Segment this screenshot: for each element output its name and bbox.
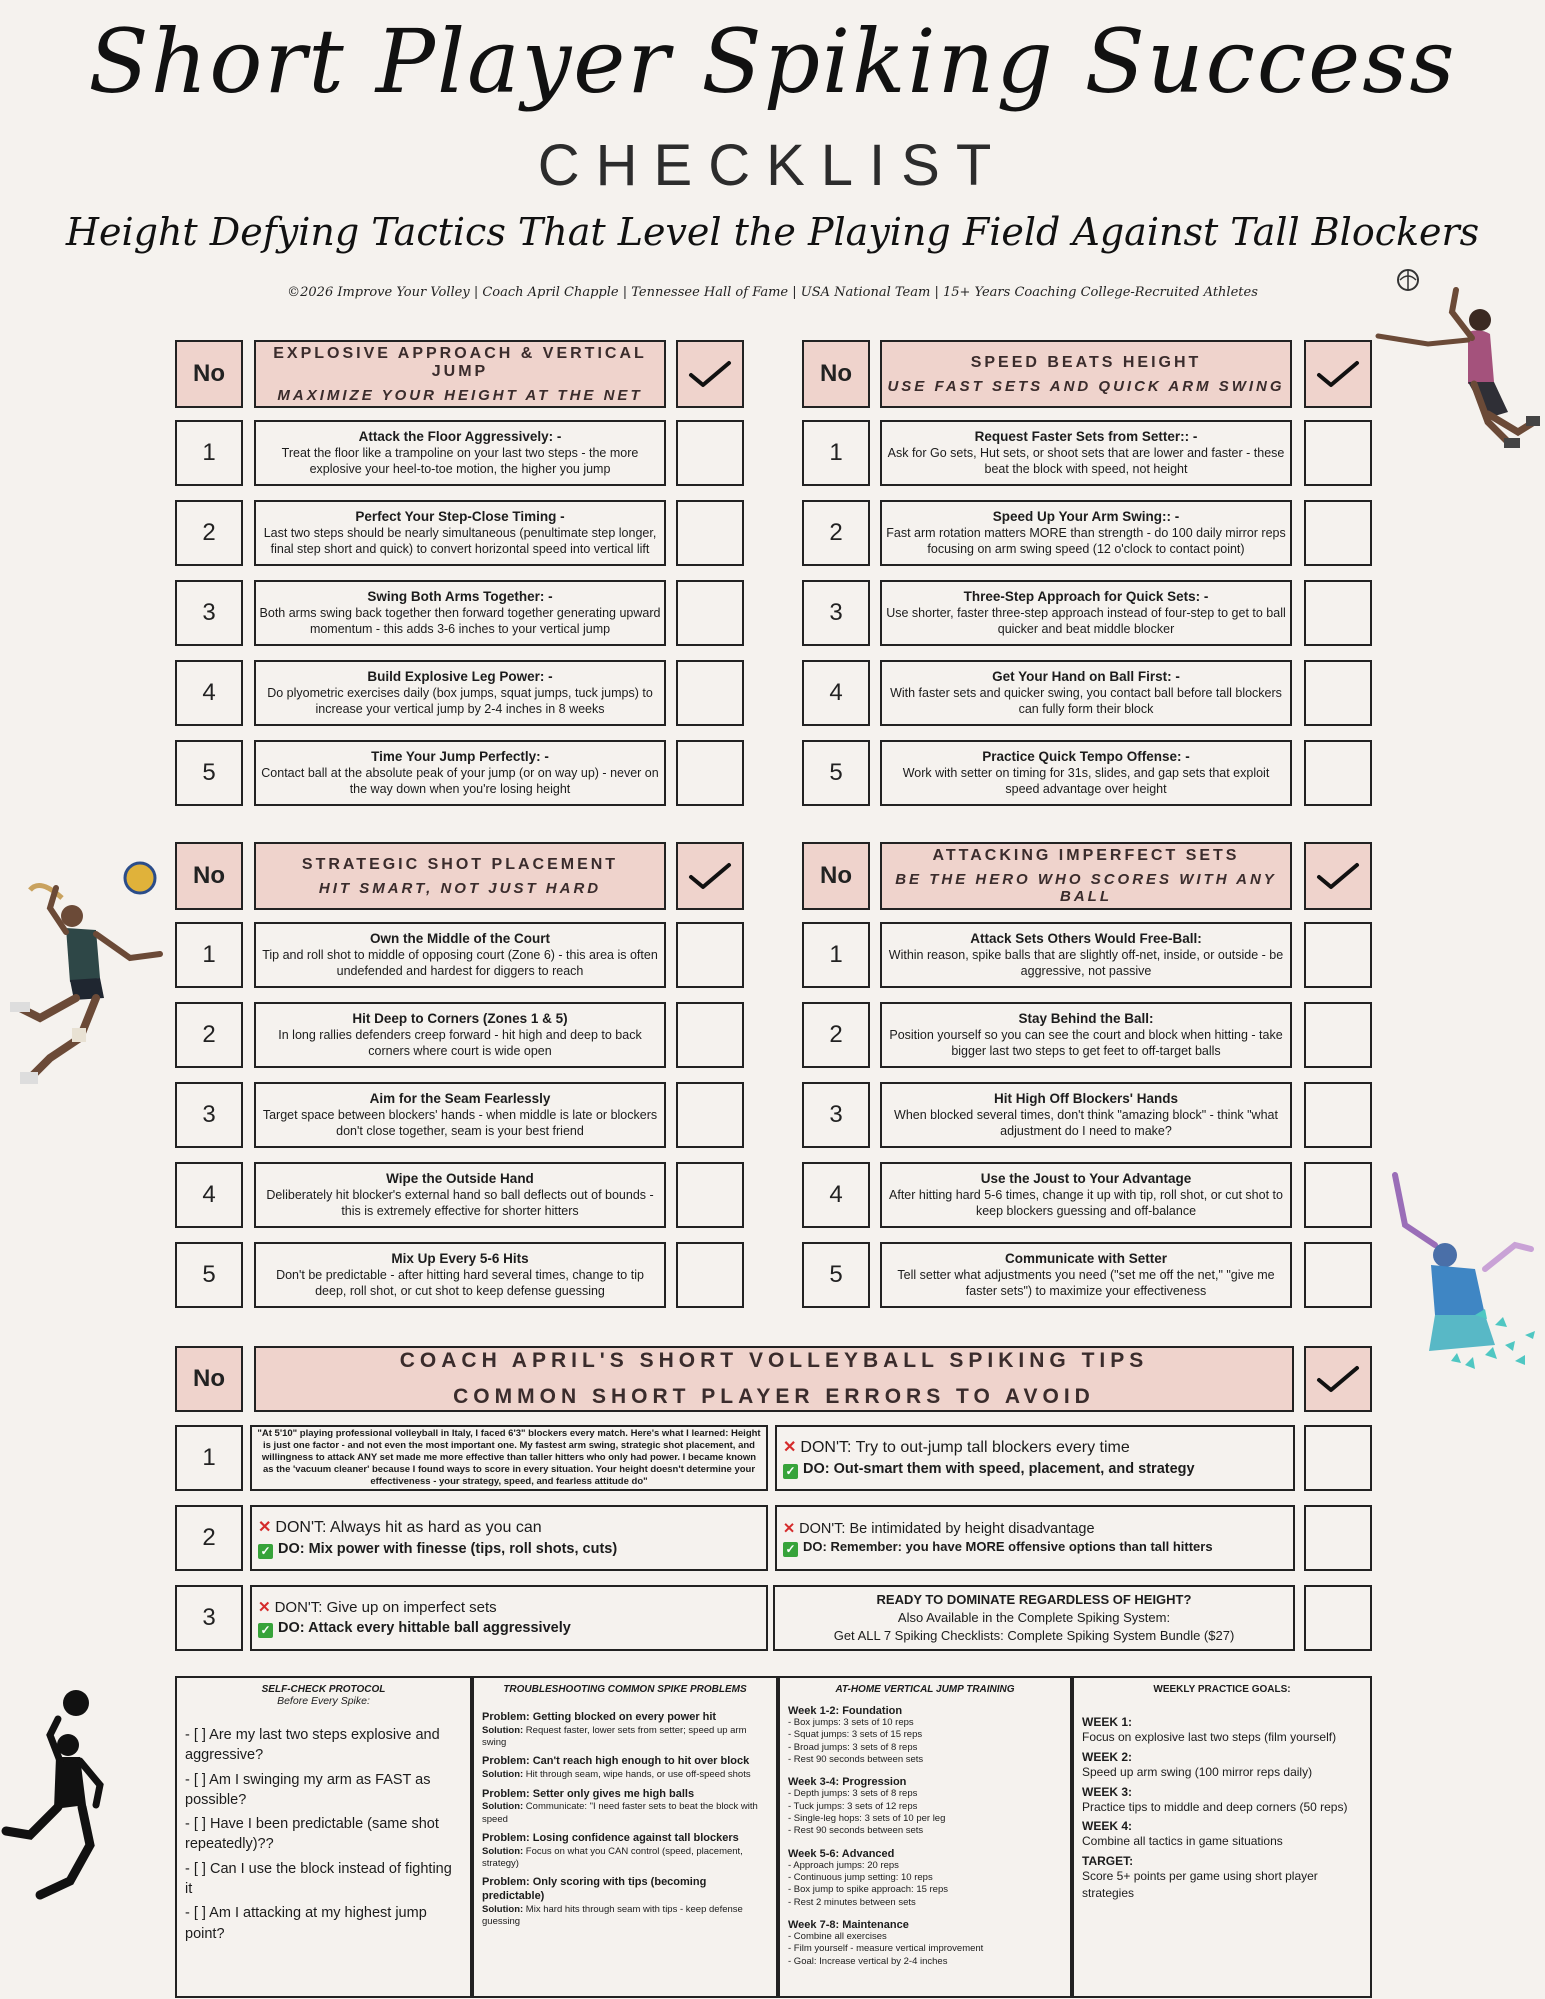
- ready-line1: Also Available in the Complete Spiking System:: [897, 1609, 1171, 1625]
- tips-checkbox[interactable]: [1304, 1425, 1372, 1491]
- troubleshooting-panel: [472, 1676, 778, 1998]
- checklist-item: [254, 740, 666, 806]
- item-checkbox[interactable]: [676, 660, 744, 726]
- item-description: Don't be predictable - after hitting hard several times, change to tip deep, roll shot, or cut shot to keep defense guessing: [276, 1267, 644, 1299]
- item-description: Do plyometric exercises daily (box jumps, squat jumps, tuck jumps) to increase your vertical jump by 2-4 inches in 8 weeks: [267, 685, 653, 717]
- checkmark-icon: [1316, 1364, 1360, 1394]
- item-description: Use shorter, faster three-step approach instead of four-step to get to ball quicker and beat middle blocker: [886, 605, 1286, 637]
- item-number: 1: [175, 420, 243, 486]
- dont-text: DON'T: Give up on imperfect sets: [274, 1599, 497, 1617]
- item-checkbox[interactable]: [1304, 660, 1372, 726]
- item-title: Communicate with Setter: [1004, 1250, 1168, 1266]
- solution-text: [482, 1904, 768, 1929]
- volleyball-icon: [125, 863, 155, 893]
- item-checkbox[interactable]: [1304, 1002, 1372, 1068]
- item-checkbox[interactable]: [676, 1162, 744, 1228]
- section-title-text: STRATEGIC SHOT PLACEMENT: [301, 855, 619, 873]
- tips-title: [254, 1346, 1294, 1412]
- tips-title-line: COACH APRIL'S SHORT VOLLEYBALL SPIKING TIPS: [399, 1349, 1149, 1372]
- item-title: Hit High Off Blockers' Hands: [994, 1090, 1178, 1106]
- item-checkbox[interactable]: [676, 922, 744, 988]
- self-check-line: - [ ] Are my last two steps explosive and aggressive?: [185, 1727, 440, 1764]
- item-number: 5: [802, 1242, 870, 1308]
- item-description: When blocked several times, don't think "amazing block" - think "what adjustment do I need to make?: [894, 1107, 1278, 1139]
- solution-value: Mix hard hits through seam with tips - keep defense guessing: [482, 1903, 743, 1928]
- goal-text: Speed up arm swing (100 mirror reps daily): [1082, 1764, 1313, 1779]
- section-no-header: No: [175, 842, 243, 910]
- solution-value: Focus on what you CAN control (speed, placement, strategy): [482, 1845, 743, 1870]
- ready-title: READY TO DOMINATE REGARDLESS OF HEIGHT?: [876, 1591, 1192, 1607]
- green-check-icon: ✓: [783, 1464, 798, 1479]
- goal-week-label: TARGET:: [1082, 1854, 1134, 1869]
- training-exercise: - Squat jumps: 3 sets of 15 reps: [788, 1729, 923, 1741]
- solution-value: Hit through seam, wipe hands, or use off-speed shots: [525, 1769, 751, 1781]
- section-subtitle-text: BE THE HERO WHO SCORES WITH ANY BALL: [895, 871, 1277, 905]
- solution-label: Solution:: [482, 1769, 524, 1781]
- item-checkbox[interactable]: [676, 740, 744, 806]
- checklist-item: [254, 500, 666, 566]
- solution-text: [482, 1725, 768, 1750]
- training-exercise: - Approach jumps: 20 reps: [788, 1859, 899, 1871]
- tips-row2-right: [775, 1505, 1295, 1571]
- self-check-line: - [ ] Am I attacking at my highest jump point?: [185, 1905, 427, 1942]
- troubleshooting-title: TROUBLESHOOTING COMMON SPIKE PROBLEMS: [503, 1684, 747, 1695]
- green-check-icon: ✓: [258, 1544, 273, 1559]
- checklist-item: [880, 1162, 1292, 1228]
- section-title-text: EXPLOSIVE APPROACH & VERTICAL JUMP: [273, 344, 647, 380]
- training-exercise: - Box jumps: 3 sets of 10 reps: [788, 1717, 914, 1728]
- item-number: 4: [802, 1162, 870, 1228]
- training-week-label: Week 3-4: Progression: [788, 1776, 907, 1789]
- item-title: Use the Joust to Your Advantage: [980, 1170, 1192, 1186]
- solution-label: Solution:: [482, 1724, 524, 1736]
- dont-text: DON'T: Always hit as hard as you can: [275, 1518, 542, 1536]
- do-text: DO: Attack every hittable ball aggressively: [278, 1620, 571, 1637]
- item-title: Attack the Floor Aggressively: -: [358, 428, 562, 444]
- item-number: 5: [175, 740, 243, 806]
- item-description: Position yourself so you can see the court and block when hitting - take bigger last two steps to get feet to off-target balls: [889, 1027, 1283, 1059]
- section-title-text: ATTACKING IMPERFECT SETS: [932, 847, 1240, 864]
- page-subtitle: Height Defying Tactics That Level the Playing Field Against Tall Blockers: [65, 210, 1480, 254]
- training-exercise: - Broad jumps: 3 sets of 8 reps: [788, 1741, 918, 1753]
- training-exercise: - Continuous jump setting: 10 reps: [788, 1872, 933, 1884]
- section-title: [880, 340, 1292, 408]
- tips-checkbox[interactable]: [1304, 1585, 1372, 1651]
- item-checkbox[interactable]: [1304, 740, 1372, 806]
- script-title: Short Player Spiking Success: [88, 10, 1457, 113]
- item-number: 5: [802, 740, 870, 806]
- item-title: Hit Deep to Corners (Zones 1 & 5): [352, 1010, 568, 1026]
- tips-row2-left: [250, 1505, 768, 1571]
- goals-panel: [1072, 1676, 1372, 1998]
- item-title: Attack Sets Others Would Free-Ball:: [970, 930, 1202, 946]
- section-title-text: SPEED BEATS HEIGHT: [970, 353, 1202, 371]
- item-description: Work with setter on timing for 31s, slides, and gap sets that exploit speed advantage over height: [902, 765, 1270, 797]
- checklist-item: [880, 1082, 1292, 1148]
- item-description: After hitting hard 5-6 times, change it up with tip, roll shot, or cut shot to keep blockers guessing and off-balance: [889, 1187, 1283, 1219]
- x-icon: ✕: [258, 1518, 272, 1536]
- item-description: Treat the floor like a trampoline on your last two steps - the more explosive your heel-to-toe motion, the higher you jump: [281, 445, 639, 477]
- training-week-label: Week 5-6: Advanced: [788, 1847, 895, 1860]
- training-exercise: - Tuck jumps: 3 sets of 12 reps: [788, 1800, 918, 1812]
- training-exercise: - Combine all exercises: [788, 1931, 887, 1943]
- item-checkbox[interactable]: [676, 1002, 744, 1068]
- item-title: Swing Both Arms Together: -: [367, 588, 553, 604]
- item-checkbox[interactable]: [676, 1242, 744, 1308]
- checklist-item: [880, 740, 1292, 806]
- item-number: 2: [802, 1002, 870, 1068]
- training-panel: [778, 1676, 1072, 1998]
- section-no-header: No: [802, 340, 870, 408]
- item-number: 4: [802, 660, 870, 726]
- training-exercise: - Box jump to spike approach: 15 reps: [788, 1884, 949, 1896]
- x-icon: ✕: [783, 1520, 796, 1537]
- credit-line: ©2026 Improve Your Volley | Coach April Chapple | Tennessee Hall of Fame | USA National Team | 15+ Years Coaching College-Recruited Athletes: [287, 285, 1258, 300]
- section-no-header: No: [802, 842, 870, 910]
- tips-subtitle-line: COMMON SHORT PLAYER ERRORS TO AVOID: [453, 1385, 1095, 1408]
- goal-text: Score 5+ points per game using short player strategies: [1082, 1869, 1318, 1900]
- x-icon: ✕: [258, 1599, 271, 1617]
- training-exercise: - Rest 90 seconds between sets: [788, 1825, 924, 1837]
- solution-text: [482, 1769, 768, 1781]
- item-number: 3: [802, 1082, 870, 1148]
- training-week-label: Week 7-8: Maintenance: [788, 1919, 909, 1932]
- solution-text: [482, 1801, 768, 1826]
- checkmark-icon: [688, 861, 732, 891]
- goals-title: WEEKLY PRACTICE GOALS:: [1153, 1684, 1291, 1695]
- self-check-line: - [ ] Can I use the block instead of fighting it: [185, 1860, 452, 1898]
- item-checkbox[interactable]: [1304, 922, 1372, 988]
- checklist-item: [254, 1002, 666, 1068]
- section-title: [254, 340, 666, 408]
- do-text: DO: Out-smart them with speed, placement, and strategy: [803, 1461, 1195, 1478]
- item-title: Stay Behind the Ball:: [1018, 1010, 1154, 1026]
- self-check-panel: [175, 1676, 472, 1998]
- goal-week-label: WEEK 2:: [1082, 1749, 1133, 1764]
- training-week-label: Week 1-2: Foundation: [788, 1705, 903, 1717]
- training-exercise: - Rest 90 seconds between sets: [788, 1754, 924, 1766]
- section-check-header: [676, 842, 744, 910]
- section-check-header: [676, 340, 744, 408]
- self-check-title: SELF-CHECK PROTOCOL: [261, 1684, 386, 1695]
- item-description: Tell setter what adjustments you need ("set me off the net," "give me faster sets") to maximize your effectiveness: [897, 1267, 1275, 1299]
- checklist-item: [880, 1242, 1292, 1308]
- goal-text: Practice tips to middle and deep corners (50 reps): [1082, 1799, 1348, 1814]
- section-title: [254, 842, 666, 910]
- checklist-item: [254, 420, 666, 486]
- problem-text: Problem: Getting blocked on every power hit: [482, 1711, 717, 1723]
- item-title: Request Faster Sets from Setter:: -: [974, 428, 1198, 444]
- item-checkbox[interactable]: [676, 580, 744, 646]
- item-title: Get Your Hand on Ball First: -: [992, 668, 1180, 684]
- item-title: Perfect Your Step-Close Timing -: [355, 508, 565, 524]
- goal-week-label: WEEK 1:: [1082, 1715, 1133, 1729]
- item-number: 1: [802, 420, 870, 486]
- item-title: Wipe the Outside Hand: [386, 1170, 534, 1186]
- item-number: 4: [175, 660, 243, 726]
- checklist-item: [880, 922, 1292, 988]
- self-check-line: - [ ] Am I swinging my arm as FAST as possible?: [185, 1771, 431, 1808]
- checklist-item: [880, 500, 1292, 566]
- solution-value: Communicate: "I need faster sets to beat the block with speed: [482, 1801, 758, 1825]
- section-subtitle-text: MAXIMIZE YOUR HEIGHT AT THE NET: [277, 386, 643, 404]
- item-description: With faster sets and quicker swing, you contact ball before tall blockers can fully form their block: [890, 685, 1282, 717]
- item-number: 4: [175, 1162, 243, 1228]
- goal-week-label: WEEK 3:: [1082, 1784, 1133, 1799]
- solution-label: Solution:: [482, 1845, 524, 1857]
- sparkle-player-illustration: [1375, 1165, 1545, 1380]
- ready-box: [773, 1585, 1295, 1651]
- item-checkbox[interactable]: [1304, 420, 1372, 486]
- ready-line2[interactable]: Get ALL 7 Spiking Checklists: Complete Spiking System Bundle ($27): [833, 1628, 1235, 1644]
- female-player-illustration: [0, 858, 170, 1098]
- item-description: Ask for Go sets, Hut sets, or shoot sets that are lower and faster - these beat the block with speed, not height: [887, 445, 1285, 477]
- item-description: Tip and roll shot to middle of opposing court (Zone 6) - this area is often undefended and hardest for diggers to reach: [262, 947, 658, 979]
- item-number: 1: [175, 922, 243, 988]
- dont-text: DON'T: Try to out-jump tall blockers every time: [800, 1438, 1130, 1456]
- checklist-item: [254, 922, 666, 988]
- checklist-item: [880, 660, 1292, 726]
- solution-label: Solution:: [482, 1801, 524, 1813]
- x-icon: ✕: [783, 1438, 797, 1456]
- goal-text: Combine all tactics in game situations: [1082, 1834, 1283, 1849]
- volleyball-icon: [63, 1690, 89, 1716]
- item-title: Time Your Jump Perfectly: -: [371, 748, 549, 764]
- page-header: [0, 0, 1545, 320]
- checklist-item: [254, 580, 666, 646]
- checklist-item: [880, 580, 1292, 646]
- item-number: 2: [802, 500, 870, 566]
- section-subtitle-text: HIT SMART, NOT JUST HARD: [318, 879, 602, 897]
- tips-check-header: [1304, 1346, 1372, 1412]
- do-text: DO: Mix power with finesse (tips, roll shots, cuts): [278, 1541, 618, 1558]
- checklist-item: [254, 1162, 666, 1228]
- item-checkbox[interactable]: [1304, 1242, 1372, 1308]
- training-exercise: - Single-leg hops: 3 sets of 10 per leg: [788, 1813, 946, 1825]
- item-number: 2: [175, 500, 243, 566]
- dont-text: DON'T: Be intimidated by height disadvantage: [799, 1520, 1095, 1537]
- silhouette-player-illustration: [0, 1685, 130, 1905]
- training-exercise: - Goal: Increase vertical by 2-4 inches: [788, 1955, 948, 1967]
- problem-text: Problem: Only scoring with tips (becoming predictable): [482, 1876, 707, 1903]
- problem-text: Problem: Setter only gives me high balls: [482, 1787, 695, 1800]
- goal-text: Focus on explosive last two steps (film yourself): [1082, 1730, 1337, 1744]
- training-exercise: - Depth jumps: 3 sets of 8 reps: [788, 1788, 918, 1800]
- section-subtitle-text: USE FAST SETS AND QUICK ARM SWING: [887, 377, 1285, 395]
- item-description: Fast arm rotation matters MORE than strength - do 100 daily mirror reps focusing on arm swing speed (12 o'clock to contact point): [886, 525, 1286, 557]
- coach-quote: "At 5'10" playing professional volleyball in Italy, I faced 6'3" blockers every match. Here's what I learned: Height is just one factor - and not even the most important one. My fastest arm swing, strategic shot placement, and willingness to attack ANY set made me more effective than taller hitters who only had power. I became known as the 'vacuum cleaner' because I found ways to score in every situation. Your height doesn't determine your effectiveness - your strategy, speed, and fearless attitude do": [250, 1425, 768, 1491]
- self-check-line: - [ ] Have I been predictable (same shot repeatedly)??: [185, 1816, 439, 1853]
- item-description: Deliberately hit blocker's external hand so ball deflects out of bounds - this is extremely effective for shorter hitters: [266, 1187, 654, 1219]
- male-player-illustration: [1368, 262, 1543, 462]
- checkmark-icon: [1316, 861, 1360, 891]
- tips-row3-left: [250, 1585, 768, 1651]
- checklist-item: [880, 1002, 1292, 1068]
- item-checkbox[interactable]: [676, 500, 744, 566]
- tips-row-number: 2: [175, 1505, 243, 1571]
- item-checkbox[interactable]: [1304, 500, 1372, 566]
- checkmark-icon: [1316, 359, 1360, 389]
- solution-value: Request faster, lower sets from setter; speed up arm swing: [482, 1724, 747, 1749]
- item-title: Practice Quick Tempo Offense: -: [982, 748, 1190, 764]
- green-check-icon: ✓: [783, 1542, 798, 1557]
- item-description: Contact ball at the absolute peak of your jump (or on way up) - never on the way down when you're losing height: [261, 765, 659, 797]
- item-description: Within reason, spike balls that are slightly off-net, inside, or outside - be aggressive, not passive: [888, 947, 1284, 979]
- item-title: Build Explosive Leg Power: -: [367, 668, 553, 684]
- item-title: Mix Up Every 5-6 Hits: [391, 1250, 529, 1266]
- green-check-icon: ✓: [258, 1623, 273, 1638]
- checkmark-icon: [688, 359, 732, 389]
- solution-text: [482, 1846, 768, 1871]
- goal-week-label: WEEK 4:: [1082, 1819, 1133, 1834]
- section-title: [880, 842, 1292, 910]
- checklist-item: [880, 420, 1292, 486]
- item-description: Both arms swing back together then forward together generating upward momentum - this adds 3-6 inches to your vertical jump: [259, 605, 661, 637]
- problem-text: Problem: Losing confidence against tall blockers: [482, 1831, 739, 1844]
- section-check-header: [1304, 842, 1372, 910]
- item-checkbox[interactable]: [1304, 1162, 1372, 1228]
- item-checkbox[interactable]: [676, 420, 744, 486]
- tips-row-number: 3: [175, 1585, 243, 1651]
- tips-row1-right: [775, 1425, 1295, 1491]
- solution-label: Solution:: [482, 1903, 524, 1915]
- item-checkbox[interactable]: [676, 1082, 744, 1148]
- item-description: In long rallies defenders creep forward - hit high and deep to back corners where court is wide open: [278, 1027, 642, 1059]
- checklist-item: [254, 1242, 666, 1308]
- item-title: Own the Middle of the Court: [370, 930, 550, 946]
- item-number: 3: [175, 580, 243, 646]
- item-number: 2: [175, 1002, 243, 1068]
- section-check-header: [1304, 340, 1372, 408]
- item-title: Aim for the Seam Fearlessly: [369, 1090, 551, 1106]
- item-number: 3: [802, 580, 870, 646]
- item-title: Three-Step Approach for Quick Sets: -: [963, 588, 1209, 604]
- training-exercise: - Film yourself - measure vertical improvement: [788, 1943, 984, 1955]
- item-number: 5: [175, 1242, 243, 1308]
- item-number: 3: [175, 1082, 243, 1148]
- problem-text: Problem: Can't reach high enough to hit over block: [482, 1755, 750, 1768]
- item-description: Last two steps should be nearly simultaneous (penultimate step longer, final step short and quick) to convert horizontal speed into vertical lift: [263, 525, 657, 557]
- section-no-header: No: [175, 340, 243, 408]
- tips-checkbox[interactable]: [1304, 1505, 1372, 1571]
- checklist-item: [254, 1082, 666, 1148]
- item-checkbox[interactable]: [1304, 580, 1372, 646]
- training-title: AT-HOME VERTICAL JUMP TRAINING: [835, 1684, 1015, 1695]
- tips-row-number: 1: [175, 1425, 243, 1491]
- training-exercise: - Rest 2 minutes between sets: [788, 1896, 916, 1908]
- do-text: DO: Remember: you have MORE offensive options than tall hitters: [803, 1539, 1213, 1555]
- item-description: Target space between blockers' hands - when middle is late or blockers don't close together, seam is your best friend: [262, 1107, 658, 1139]
- self-check-subtitle: Before Every Spike:: [277, 1695, 370, 1707]
- checklist-item: [254, 660, 666, 726]
- tips-no-header: No: [175, 1346, 243, 1412]
- item-number: 1: [802, 922, 870, 988]
- checklist-heading: CHECKLIST: [537, 133, 1008, 198]
- item-title: Speed Up Your Arm Swing:: -: [992, 508, 1180, 524]
- item-checkbox[interactable]: [1304, 1082, 1372, 1148]
